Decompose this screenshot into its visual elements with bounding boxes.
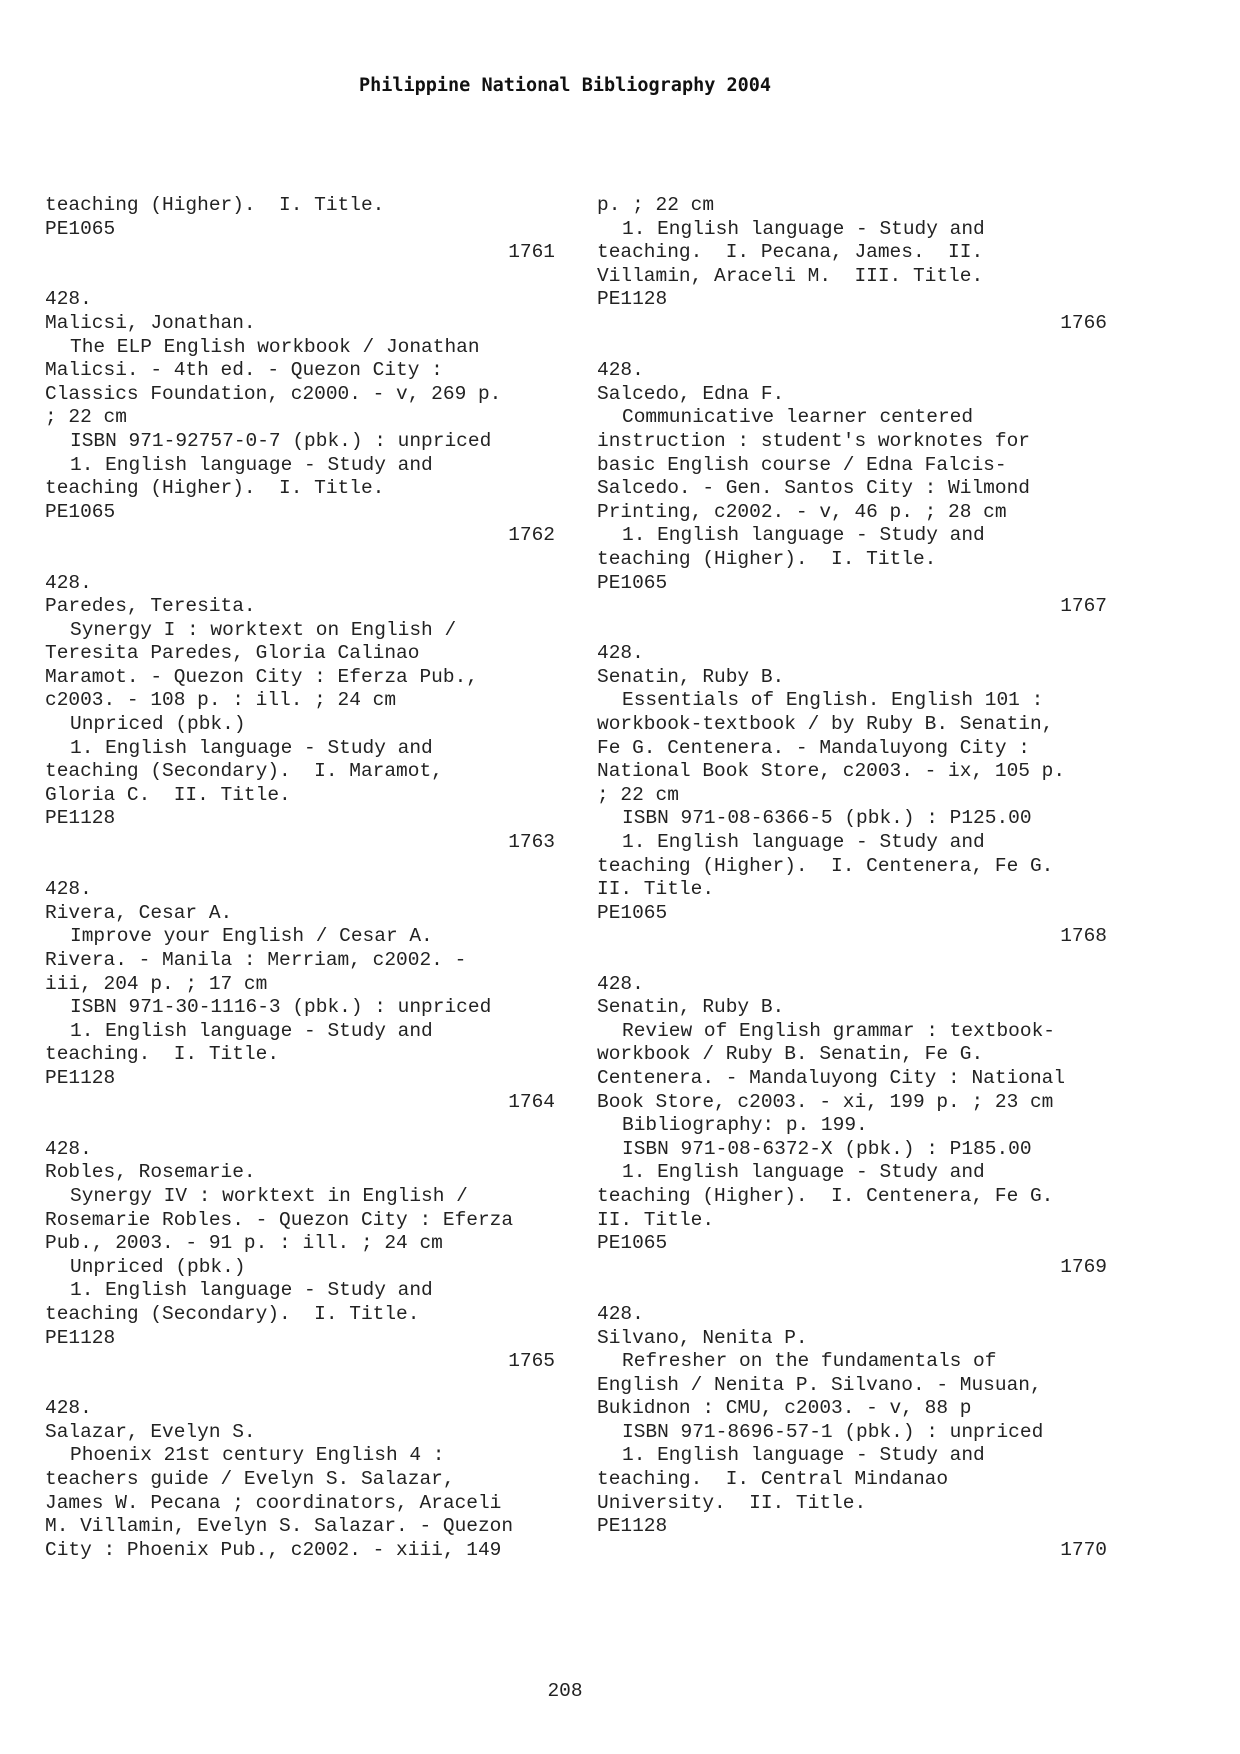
entry-line: ISBN 971-08-6372-X (pbk.) : P185.00 <box>622 1137 1032 1160</box>
entry-line: Robles, Rosemarie. <box>45 1161 256 1184</box>
entry-line: Improve your English / Cesar A. <box>70 925 433 948</box>
entry-line: teaching (Higher). I. Title. <box>45 477 385 500</box>
entry-line: 1. English language - Study and <box>70 736 433 759</box>
entry-line: workbook-textbook / by Ruby B. Senatin, <box>597 713 1054 736</box>
page-number: 208 <box>547 1680 583 1702</box>
entry-line: teaching. I. Pecana, James. II. <box>597 241 984 264</box>
entry-line: 428. <box>45 878 92 901</box>
entry-line: Teresita Paredes, Gloria Calinao <box>45 642 420 665</box>
entry-line: Villamin, Araceli M. III. Title. <box>597 264 984 287</box>
entry-line: M. Villamin, Evelyn S. Salazar. - Quezon <box>45 1515 514 1538</box>
entry-line: Essentials of English. English 101 : <box>622 689 1044 712</box>
entry-line: Pub., 2003. - 91 p. : ill. ; 24 cm <box>45 1232 443 1255</box>
entry-line: ISBN 971-92757-0-7 (pbk.) : unpriced <box>70 429 492 452</box>
entry-number: 1762 <box>508 524 555 547</box>
entry-line: Senatin, Ruby B. <box>597 996 785 1019</box>
entry-line: PE1128 <box>597 288 668 311</box>
entry-line: PE1065 <box>597 571 668 594</box>
blank-line <box>45 265 555 289</box>
entry-line: PE1065 <box>45 500 116 523</box>
entry-line: teaching (Higher). I. Centenera, Fe G. <box>597 854 1054 877</box>
left-column <box>45 194 555 1562</box>
entry-line: 1. English language - Study and <box>622 831 985 854</box>
entry-line: Rivera. - Manila : Merriam, c2002. - <box>45 949 467 971</box>
entry-line: Unpriced (pbk.) <box>70 713 246 736</box>
entry-line: 1. English language - Study and <box>70 453 433 476</box>
blank-line <box>597 336 1107 360</box>
blank-line <box>597 619 1107 643</box>
entry-number: 1766 <box>1060 311 1107 334</box>
entry-line: 428. <box>45 571 92 594</box>
entry-line: James W. Pecana ; coordinators, Araceli <box>45 1491 502 1514</box>
entry-line: 428. <box>597 1302 644 1325</box>
blank-line <box>45 548 555 572</box>
blank-line <box>45 1374 555 1398</box>
entry-line: Salazar, Evelyn S. <box>45 1420 256 1443</box>
blank-line <box>45 1114 555 1138</box>
right-column <box>597 194 1107 1562</box>
entry-line: 428. <box>597 972 644 995</box>
blank-line <box>45 855 555 879</box>
entry-number: 1764 <box>508 1090 555 1113</box>
entry-line: Rivera, Cesar A. <box>45 901 233 924</box>
entry-line: PE1128 <box>45 807 116 830</box>
entry-line: c2003. - 108 p. : ill. ; 24 cm <box>45 689 397 712</box>
entry-number: 1768 <box>1060 925 1107 948</box>
entry-line: Centenera. - Mandaluyong City : National <box>597 1066 1066 1089</box>
page-title: Philippine National Bibliography 2004 <box>358 75 772 96</box>
blank-line <box>597 1279 1107 1303</box>
entry-line: Communicative learner centered <box>622 406 974 429</box>
entry-number: 1769 <box>1060 1255 1107 1278</box>
entry-line: The ELP English workbook / Jonathan <box>70 335 480 358</box>
entry-line: ; 22 cm <box>597 783 679 806</box>
entry-line: 428. <box>45 288 92 311</box>
entry-line: Malicsi, Jonathan. <box>45 311 256 334</box>
entry-line: Paredes, Teresita. <box>45 595 256 618</box>
entry-line: Phoenix 21st century English 4 : <box>70 1444 445 1467</box>
entry-line: PE1128 <box>45 1066 116 1089</box>
entry-line: 1. English language - Study and <box>622 1444 985 1467</box>
entry-line: PE1065 <box>597 1232 668 1255</box>
entry-number: 1761 <box>508 241 555 264</box>
entry-line: Silvano, Nenita P. <box>597 1326 808 1349</box>
entry-line: 428. <box>45 1137 92 1160</box>
entry-line: teaching (Secondary). I. Maramot, <box>45 760 443 783</box>
entry-line: Malicsi. - 4th ed. - Quezon City : <box>45 359 443 382</box>
entry-line: Review of English grammar : textbook- <box>622 1019 1055 1042</box>
entry-line: Bibliography: p. 199. <box>622 1114 868 1137</box>
entry-line: teaching. I. Central Mindanao <box>597 1468 949 1491</box>
entry-line: Gloria C. II. Title. <box>45 783 291 806</box>
entry-line: 428. <box>597 642 644 665</box>
entry-line: 1. English language - Study and <box>622 217 985 240</box>
entry-line: PE1065 <box>45 217 116 240</box>
entry-line: PE1128 <box>597 1515 668 1538</box>
entry-line: ISBN 971-08-6366-5 (pbk.) : P125.00 <box>622 807 1032 830</box>
entry-line: 1. English language - Study and <box>622 524 985 547</box>
entry-line: 1. English language - Study and <box>70 1019 433 1042</box>
entry-line: II. Title. <box>597 878 715 901</box>
entry-line: instruction : student's worknotes for <box>597 429 1030 452</box>
entry-line: Salcedo. - Gen. Santos City : Wilmond <box>597 477 1030 500</box>
entry-line: PE1128 <box>45 1326 116 1349</box>
entry-line: Printing, c2002. - v, 46 p. ; 28 cm <box>597 500 1007 523</box>
entry-line: National Book Store, c2003. - ix, 105 p. <box>597 760 1066 783</box>
entry-number: 1763 <box>508 831 555 854</box>
entry-line: Classics Foundation, c2000. - v, 269 p. <box>45 382 502 405</box>
entry-line: ISBN 971-8696-57-1 (pbk.) : unpriced <box>622 1420 1044 1443</box>
entry-line: workbook / Ruby B. Senatin, Fe G. <box>597 1043 984 1066</box>
entry-line: Rosemarie Robles. - Quezon City : Eferza <box>45 1208 514 1231</box>
entry-line: ISBN 971-30-1116-3 (pbk.) : unpriced <box>70 996 492 1019</box>
entry-line: teachers guide / Evelyn S. Salazar, <box>45 1468 455 1491</box>
entry-line: ; 22 cm <box>45 406 127 429</box>
entry-line: basic English course / Edna Falcis- <box>597 453 1007 476</box>
entry-number: 1767 <box>1060 595 1107 618</box>
entry-line: English / Nenita P. Silvano. - Musuan, <box>597 1373 1042 1396</box>
entry-line: 1. English language - Study and <box>622 1161 985 1184</box>
entry-line: Synergy I : worktext on English / <box>70 618 457 641</box>
entry-number: 1770 <box>1060 1538 1107 1561</box>
entry-line: Fe G. Centenera. - Mandaluyong City : <box>597 736 1030 759</box>
entry-line: Book Store, c2003. - xi, 199 p. ; 23 cm <box>597 1090 1054 1113</box>
entry-line: II. Title. <box>597 1208 715 1231</box>
entry-line: Bukidnon : CMU, c2003. - v, 88 p <box>597 1397 972 1420</box>
entry-line: teaching (Higher). I. Centenera, Fe G. <box>597 1184 1054 1207</box>
entry-line: teaching (Higher). I. Title. <box>597 547 937 570</box>
entry-line: 428. <box>45 1397 92 1420</box>
entry-line: 1. English language - Study and <box>70 1279 433 1302</box>
entry-line: Unpriced (pbk.) <box>70 1255 246 1278</box>
entry-line: University. II. Title. <box>597 1491 867 1514</box>
entry-line: Refresher on the fundamentals of <box>622 1350 997 1373</box>
blank-line <box>597 949 1107 973</box>
entry-line: PE1065 <box>597 901 668 924</box>
entry-line: Synergy IV : worktext in English / <box>70 1184 468 1207</box>
entry-line: Maramot. - Quezon City : Eferza Pub., <box>45 665 478 688</box>
entry-line: teaching. I. Title. <box>45 1043 280 1066</box>
entry-line: teaching (Secondary). I. Title. <box>45 1302 420 1325</box>
entry-line: Salcedo, Edna F. <box>597 382 785 405</box>
entry-line: City : Phoenix Pub., c2002. - xiii, 149 <box>45 1538 502 1561</box>
entry-line: teaching (Higher). I. Title. <box>45 194 385 216</box>
entry-line: iii, 204 p. ; 17 cm <box>45 972 268 995</box>
entry-line: 428. <box>597 359 644 382</box>
entry-line: p. ; 22 cm <box>597 194 715 216</box>
entry-number: 1765 <box>508 1350 555 1373</box>
entry-line: Senatin, Ruby B. <box>597 665 785 688</box>
